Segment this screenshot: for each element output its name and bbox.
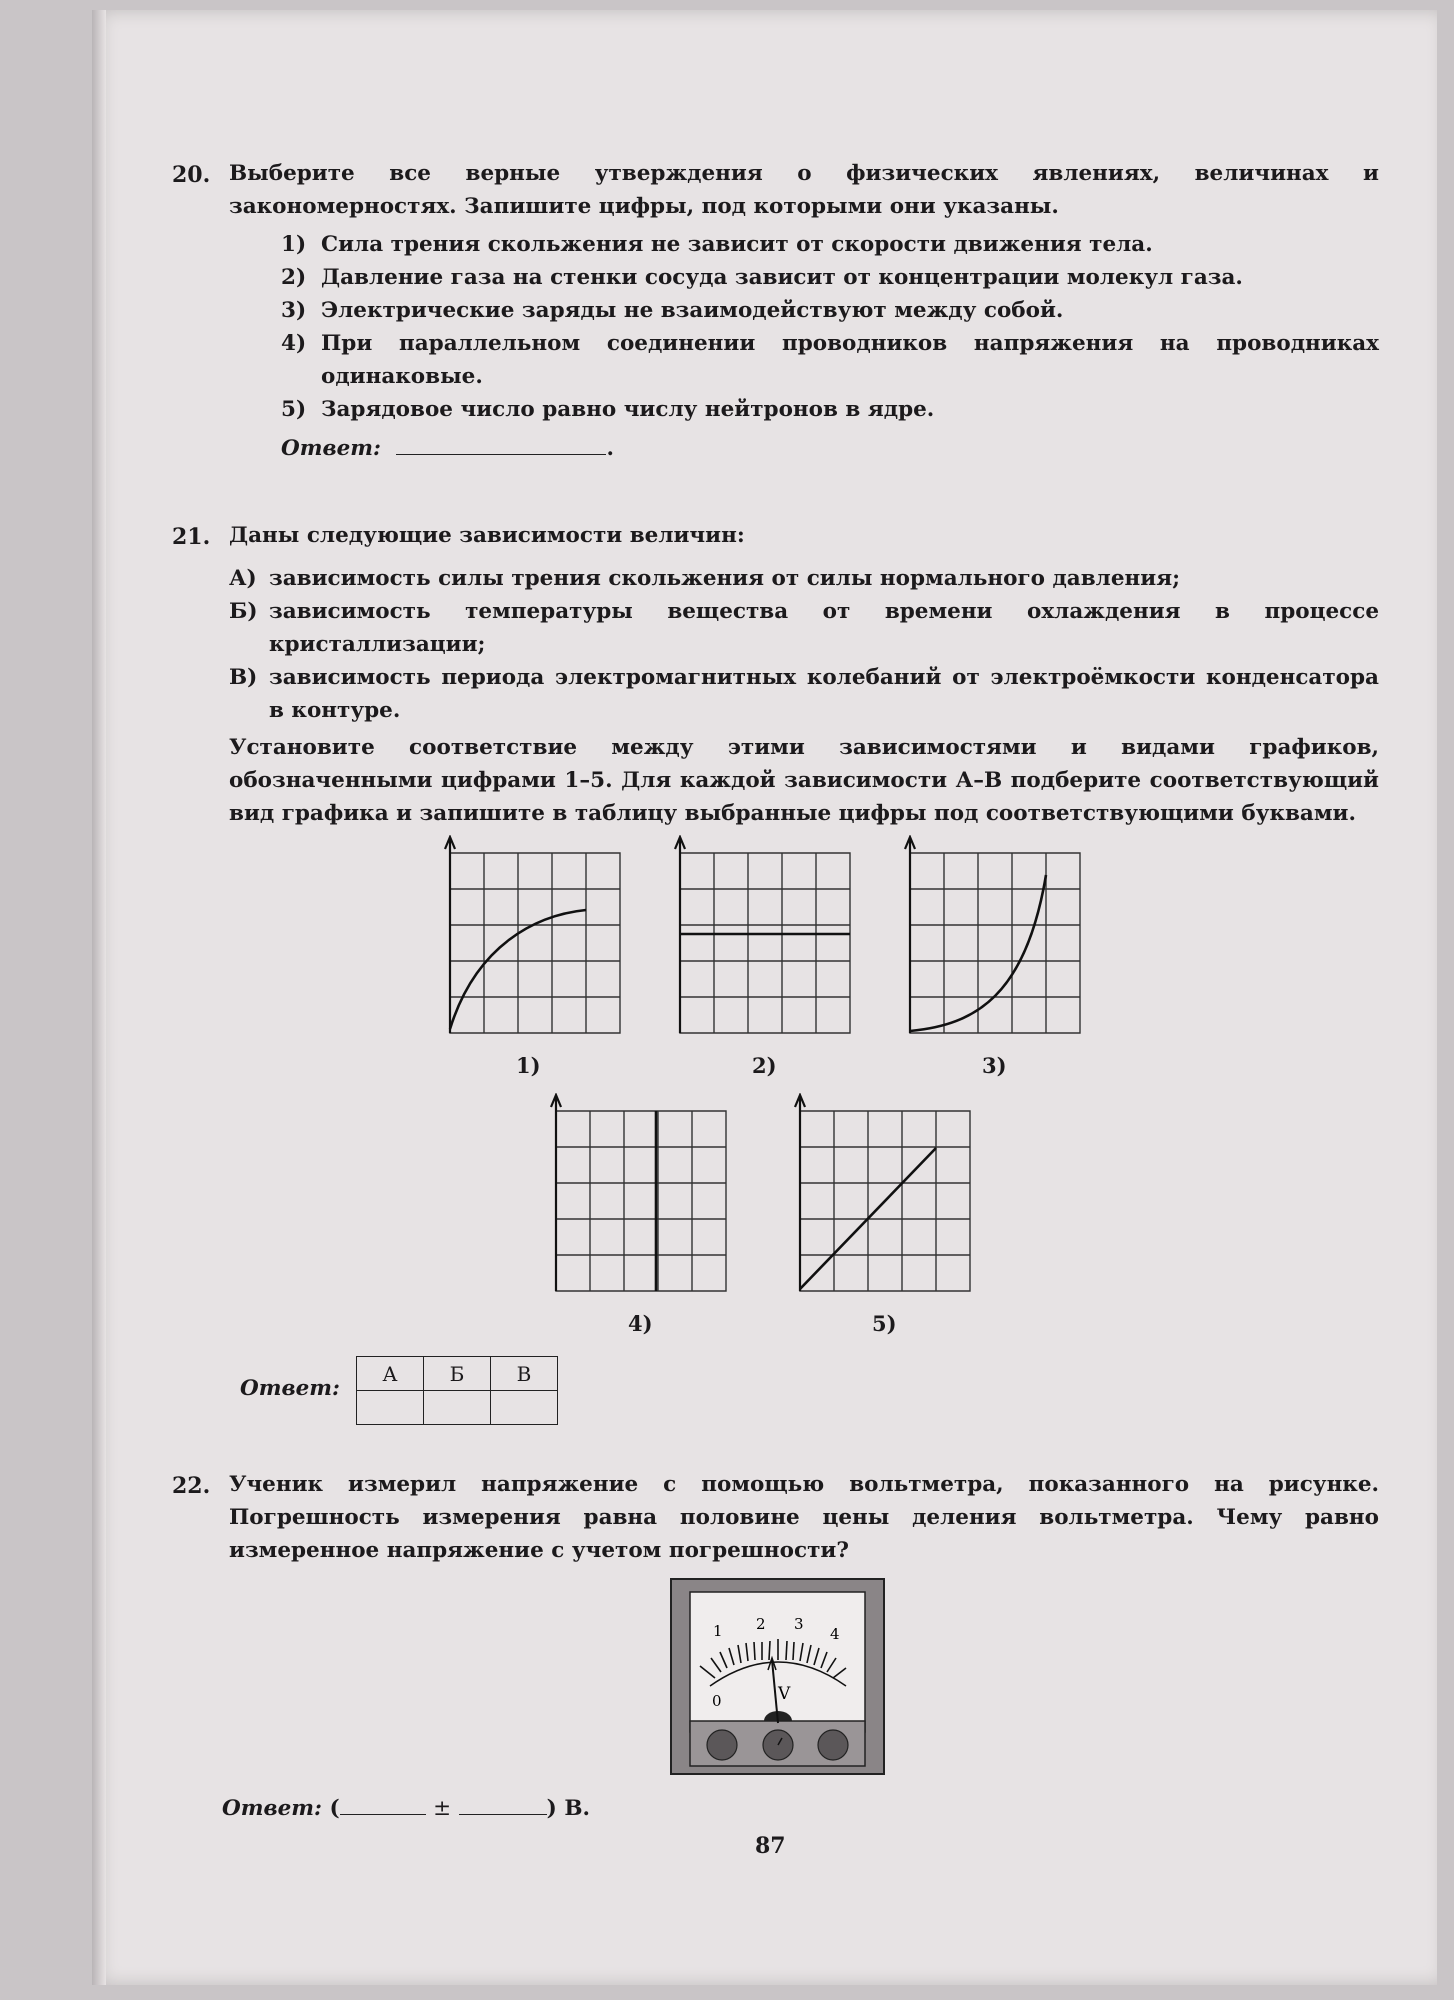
graph-4	[542, 1093, 742, 1293]
answer-label: Ответ:	[222, 1796, 322, 1821]
graph-label-1: 1)	[516, 1053, 541, 1078]
option: 2) Давление газа на стенки сосуда зависит от концентрации молекул газа.	[281, 265, 1243, 290]
table-header: А	[357, 1357, 424, 1391]
answer-table	[356, 1356, 558, 1425]
graph-label-2: 2)	[752, 1053, 777, 1078]
answer-22: Ответ: ( ± ) В.	[222, 1796, 590, 1821]
question-number: 22.	[172, 1473, 211, 1499]
voltmeter-figure	[670, 1578, 885, 1775]
graph-2	[666, 835, 866, 1035]
table-header: Б	[424, 1357, 491, 1391]
answer-label: Ответ:	[240, 1376, 340, 1401]
page-number: 87	[755, 1833, 786, 1859]
answer-value-field[interactable]	[340, 1794, 426, 1815]
graph-1	[436, 835, 636, 1035]
option: В) зависимость периода электромагнитных колебаний от электроёмкости конденсатора в контуре.	[229, 665, 1379, 723]
option: Б) зависимость температуры вещества от времени охлаждения в процессе кристаллизации;	[229, 599, 1379, 657]
answer-cell[interactable]	[424, 1391, 491, 1425]
question-intro: Выберите все верные утверждения о физических явлениях, величинах и закономерностях. Запишите цифры, под которыми они указаны.	[229, 161, 1379, 219]
option: 1) Сила трения скольжения не зависит от скорости движения тела.	[281, 232, 1153, 257]
question-number: 20.	[172, 162, 211, 188]
answer-cell[interactable]	[357, 1391, 424, 1425]
graph-3	[896, 835, 1096, 1035]
scale-number: 0	[712, 1692, 722, 1710]
option: 5) Зарядовое число равно числу нейтронов в ядре.	[281, 397, 935, 422]
unit-symbol: V	[778, 1684, 791, 1704]
option: А) зависимость силы трения скольжения от силы нормального давления;	[229, 566, 1181, 591]
graph-label-4: 4)	[628, 1311, 653, 1336]
task-text: Установите соответствие между этими зависимостями и видами графиков, обозначенными цифрами 1–5. Для каждой зависимости А–В подберите соответствующий вид графика и запишите в таблицу выбранные цифры под соответствующими буквами.	[229, 735, 1379, 826]
graph-label-3: 3)	[982, 1053, 1007, 1078]
answer-field[interactable]	[396, 434, 606, 455]
scale-number: 1	[713, 1622, 723, 1640]
answer-cell[interactable]	[491, 1391, 558, 1425]
question-number: 21.	[172, 524, 211, 550]
graph-label-5: 5)	[872, 1311, 897, 1336]
option: 4) При параллельном соединении проводников напряжения на проводниках одинаковые.	[281, 331, 1379, 389]
question-text: Ученик измерил напряжение с помощью вольтметра, показанного на рисунке. Погрешность измерения равна половине цены деления вольтметра. Чему равно измеренное напряжение с учетом погрешности?	[229, 1472, 1379, 1563]
scale-number: 2	[756, 1615, 766, 1633]
question-intro: Даны следующие зависимости величин:	[229, 523, 745, 548]
scale-number: 4	[830, 1625, 840, 1643]
scale-number: 3	[794, 1615, 804, 1633]
answer-label: Ответ:	[281, 436, 381, 461]
option: 3) Электрические заряды не взаимодействуют между собой.	[281, 298, 1064, 323]
answer-error-field[interactable]	[459, 1794, 547, 1815]
graph-5	[786, 1093, 986, 1293]
table-header: В	[491, 1357, 558, 1391]
